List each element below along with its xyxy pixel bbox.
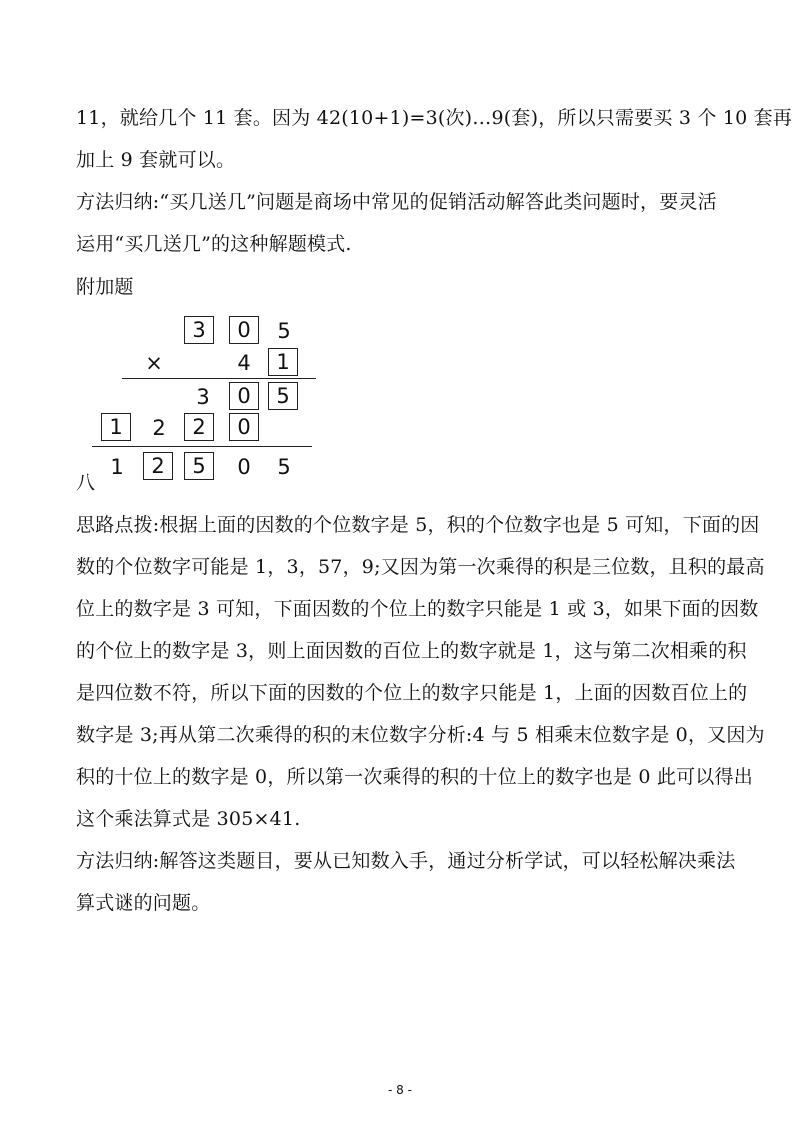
paragraph-line: 方法归纳:解答这类题目，要从已知数入手，通过分析学试，可以轻松解决乘法 — [76, 850, 736, 872]
paragraph-line: 加上 9 套就可以。 — [76, 149, 236, 171]
puzzle-digit-box: 0 — [229, 413, 259, 441]
page-number: - 8 - — [388, 1083, 412, 1097]
paragraph-line: 的个位上的数字是 3，则上面因数的百位上的数字就是 1，这与第二次相乘的积 — [76, 640, 747, 662]
paragraph-line: 是四位数不符，所以下面的因数的个位上的数字只能是 1，上面的因数百位上的 — [76, 682, 748, 704]
section-heading: 附加题 — [76, 276, 134, 298]
puzzle-digit: 5 — [277, 319, 291, 343]
multiply-sign: × — [145, 351, 163, 375]
puzzle-digit-box: 5 — [184, 452, 214, 480]
puzzle-digit: 1 — [110, 455, 124, 479]
paragraph-line: 这个乘法算式是 305×41. — [76, 808, 301, 830]
puzzle-digit: 2 — [152, 416, 166, 440]
paragraph-line: 思路点拨:根据上面的因数的个位数字是 5，积的个位数字也是 5 可知，下面的因 — [76, 514, 760, 536]
paragraph-line: 数的个位数字可能是 1，3，57，9;又因为第一次乘得的积是三位数，且积的最高 — [76, 556, 765, 578]
paragraph-line: 11，就给几个 11 套。因为 42(10+1)=3(次)…9(套)，所以只需要买 3 个 10 套再 — [76, 107, 793, 129]
puzzle-digit-box: 3 — [184, 316, 214, 344]
paragraph-line: 运用“买几送几”的这种解题模式. — [76, 233, 352, 255]
paragraph-line: 算式谜的问题。 — [76, 892, 211, 914]
rule-line — [92, 446, 312, 447]
puzzle-digit: 0 — [237, 455, 251, 479]
puzzle-digit-box: 5 — [268, 382, 298, 410]
puzzle-digit-box: 0 — [229, 316, 259, 344]
puzzle-digit-box: 2 — [184, 413, 214, 441]
puzzle-digit-box: 0 — [229, 382, 259, 410]
rule-line — [122, 378, 316, 379]
puzzle-digit-box: 2 — [143, 452, 173, 480]
puzzle-digit-box: 1 — [268, 348, 298, 376]
puzzle-digit: 4 — [237, 351, 251, 375]
puzzle-digit: 3 — [196, 385, 210, 409]
puzzle-digit: 5 — [277, 455, 291, 479]
paragraph-line: 数字是 3;再从第二次乘得的积的末位数字分析:4 与 5 相乘末位数字是 0，又因为 — [76, 724, 765, 746]
paragraph-line: 位上的数字是 3 可知，下面因数的个位上的数字只能是 1 或 3，如果下面的因数 — [76, 598, 759, 620]
paragraph-line: 积的十位上的数字是 0，所以第一次乘得的积的十位上的数字也是 0 此可以得出 — [76, 766, 753, 788]
paragraph-line: 方法归纳:“买几送几”问题是商场中常见的促销活动解答此类问题时，要灵活 — [76, 191, 717, 213]
puzzle-digit-box: 1 — [101, 413, 131, 441]
section-marker: 八 — [76, 472, 96, 494]
